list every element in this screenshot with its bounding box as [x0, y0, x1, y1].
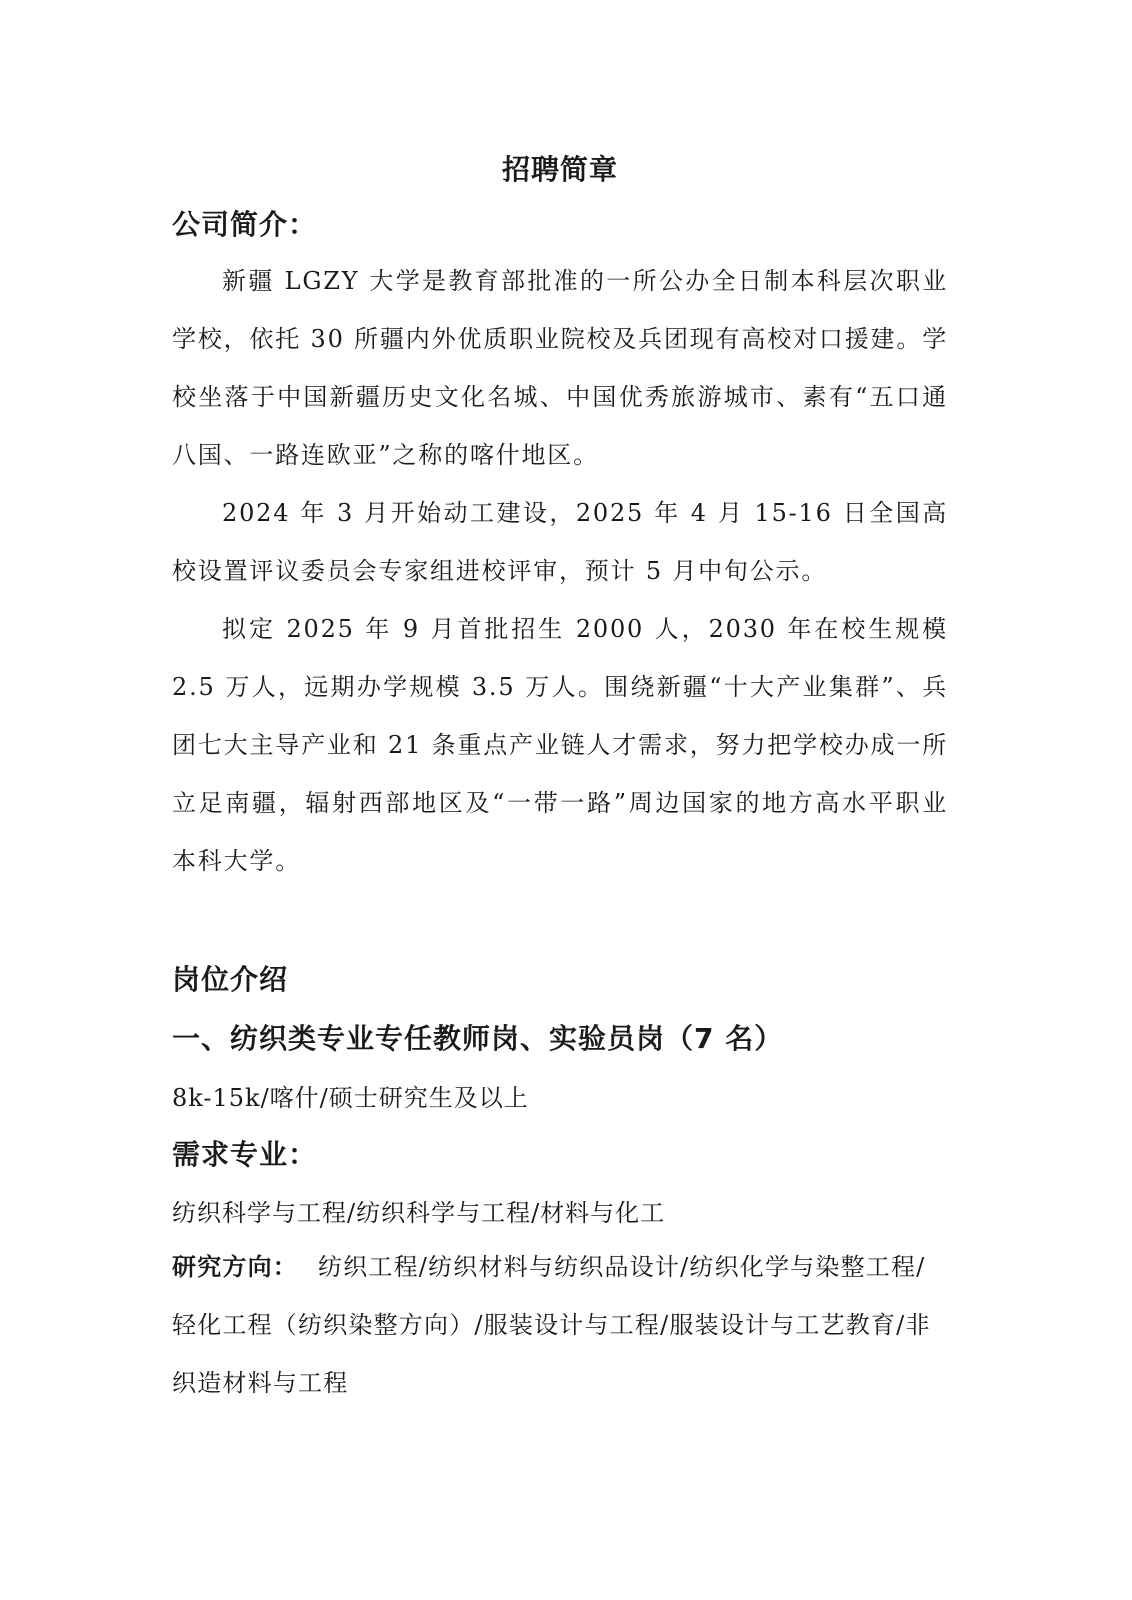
paragraph-construction: 2024 年 3 月开始动工建设，2025 年 4 月 15-16 日全国高校设置评议委员会专家组进校评审，预计 5 月中旬公示。: [172, 499, 948, 585]
position-summary: 8k-15k/喀什/硕士研究生及以上: [172, 1084, 529, 1112]
document-title: 招聘简章: [501, 153, 618, 186]
paragraph-plan: 拟定 2025 年 9 月首批招生 2000 人，2030 年在校生规模 2.5 万人，远期办学规模 3.5 万人。围绕新疆“十大产业集群”、兵团七大主导产业和 21 条重点产业链人才需求，努力把学校办成一所立足南疆，辐射西部地区及“一带一路”周边国家的地方高水平职业本科大学。: [172, 615, 948, 875]
research-direction-text: 纺织工程/纺织材料与纺织品设计/纺织化学与染整工程/轻化工程（纺织染整方向）/服装设计与工程/服装设计与工艺教育/非织造材料与工程: [172, 1253, 931, 1397]
research-direction: [172, 1238, 948, 1412]
research-direction-label: 研究方向：: [172, 1253, 298, 1281]
company-heading: 公司简介：: [172, 208, 318, 241]
majors-heading: 需求专业：: [172, 1138, 318, 1171]
majors-list: 纺织科学与工程/纺织科学与工程/材料与化工: [172, 1199, 666, 1227]
positions-heading: 岗位介绍: [172, 963, 289, 996]
paragraph-intro: 新疆 LGZY 大学是教育部批准的一所公办全日制本科层次职业学校，依托 30 所疆内外优质职业院校及兵团现有高校对口援建。学校坐落于中国新疆历史文化名城、中国优秀旅游城市、素有“五口通八国、一路连欧亚”之称的喀什地区。: [172, 267, 948, 469]
position-title: 一、纺织类专业专任教师岗、实验员岗（7 名）: [172, 1022, 784, 1055]
